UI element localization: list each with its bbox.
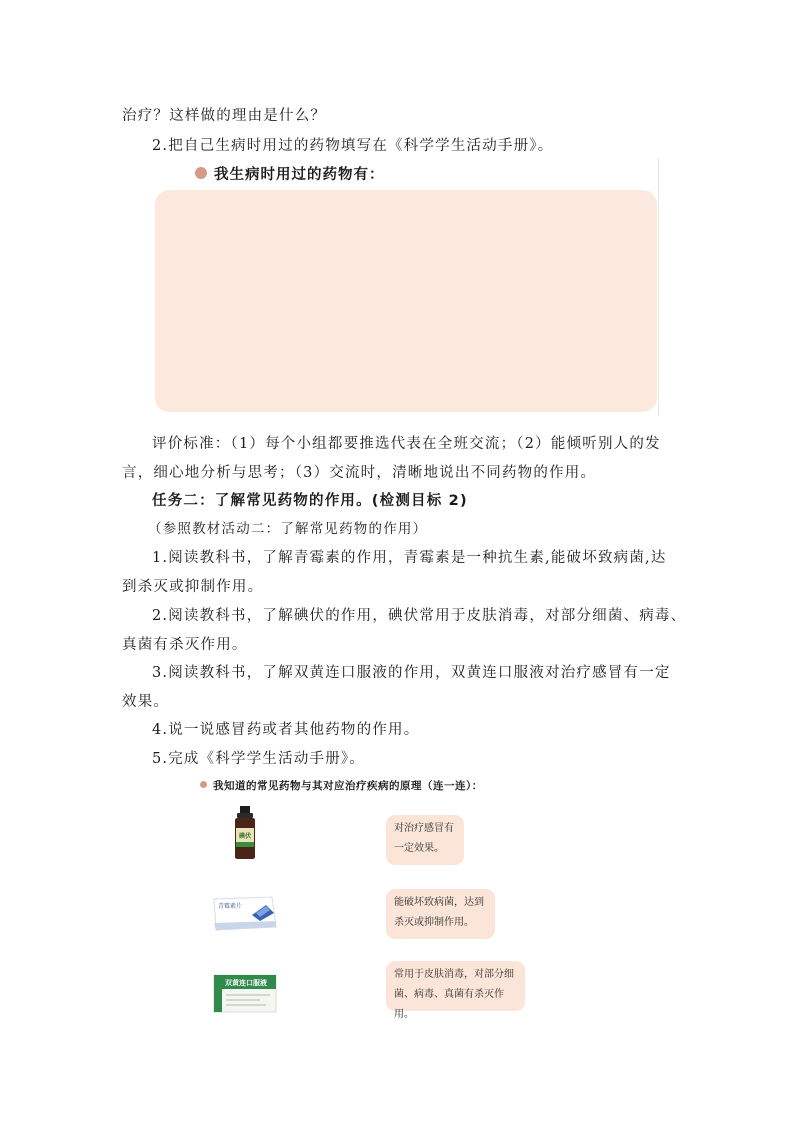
question-line: 治疗？这样做的理由是什么？ xyxy=(122,108,327,124)
effect-card-disinfect[interactable] xyxy=(386,961,525,1020)
iodophor-label-text: 碘伏 xyxy=(238,833,252,840)
bullet-dot xyxy=(195,167,207,179)
effect-card-disinfect-line-1: 常用于皮肤消毒，对部分细 xyxy=(394,969,514,980)
penicillin-box-image xyxy=(212,893,278,933)
item-1-line-1: 1.阅读教科书，了解青霉素的作用，青霉素是一种抗生素,能破坏致病菌,达 xyxy=(152,550,667,566)
effect-card-antibiotic[interactable] xyxy=(386,889,495,939)
iodophor-bottle-image xyxy=(230,806,260,860)
item-1-line-2: 到杀灭或抑制作用。 xyxy=(122,579,264,595)
item-2-line-1: 2.阅读教科书，了解碘伏的作用，碘伏常用于皮肤消毒，对部分细菌、病毒、 xyxy=(152,608,687,624)
match-bullet-dot xyxy=(200,781,207,788)
reference-note: （参照教材活动二：了解常见药物的作用） xyxy=(148,521,428,537)
shuanghuanglian-box-image xyxy=(212,972,278,1014)
effect-card-disinfect-line-2: 菌、病毒、真菌有杀灭作用。 xyxy=(394,989,504,1020)
item-3-line-1: 3.阅读教科书，了解双黄连口服液的作用，双黄连口服液对治疗感冒有一定 xyxy=(152,665,671,681)
evaluation-criteria-line-1: 评价标准：（1）每个小组都要推选代表在全班交流；（2）能倾听别人的发 xyxy=(152,436,661,452)
medicine-record-box xyxy=(155,190,657,412)
evaluation-criteria-line-2: 言，细心地分析与思考；（3）交流时，清晰地说出不同药物的作用。 xyxy=(122,465,597,481)
effect-card-cold[interactable] xyxy=(386,815,464,865)
match-activity-title: 我知道的常见药物与其对应治疗疾病的原理（连一连）： xyxy=(213,780,483,792)
instruction-2: 2.把自己生病时用过的药物填写在《科学学生活动手册》。 xyxy=(152,138,554,154)
effect-card-cold-line-2: 一定效果。 xyxy=(394,843,444,854)
item-4: 4.说一说感冒药或者其他药物的作用。 xyxy=(152,722,420,738)
page-edge-divider xyxy=(658,158,659,416)
task-2-heading: 任务二：了解常见药物的作用。(检测目标 2) xyxy=(152,493,468,509)
item-3-line-2: 效果。 xyxy=(122,694,170,710)
shuanghuanglian-label-text: 双黄连口服液 xyxy=(225,979,267,987)
penicillin-label-text: 青霉素片 xyxy=(218,903,243,910)
effect-card-antibiotic-line-2: 杀灭或抑制作用。 xyxy=(394,917,474,928)
effect-card-antibiotic-line-1: 能破坏致病菌，达到 xyxy=(394,897,484,908)
effect-card-cold-line-1: 对治疗感冒有 xyxy=(394,823,454,834)
item-2-line-2: 真菌有杀灭作用。 xyxy=(122,637,248,653)
box-title: 我生病时用过的药物有： xyxy=(214,167,385,183)
item-5: 5.完成《科学学生活动手册》。 xyxy=(152,751,366,767)
